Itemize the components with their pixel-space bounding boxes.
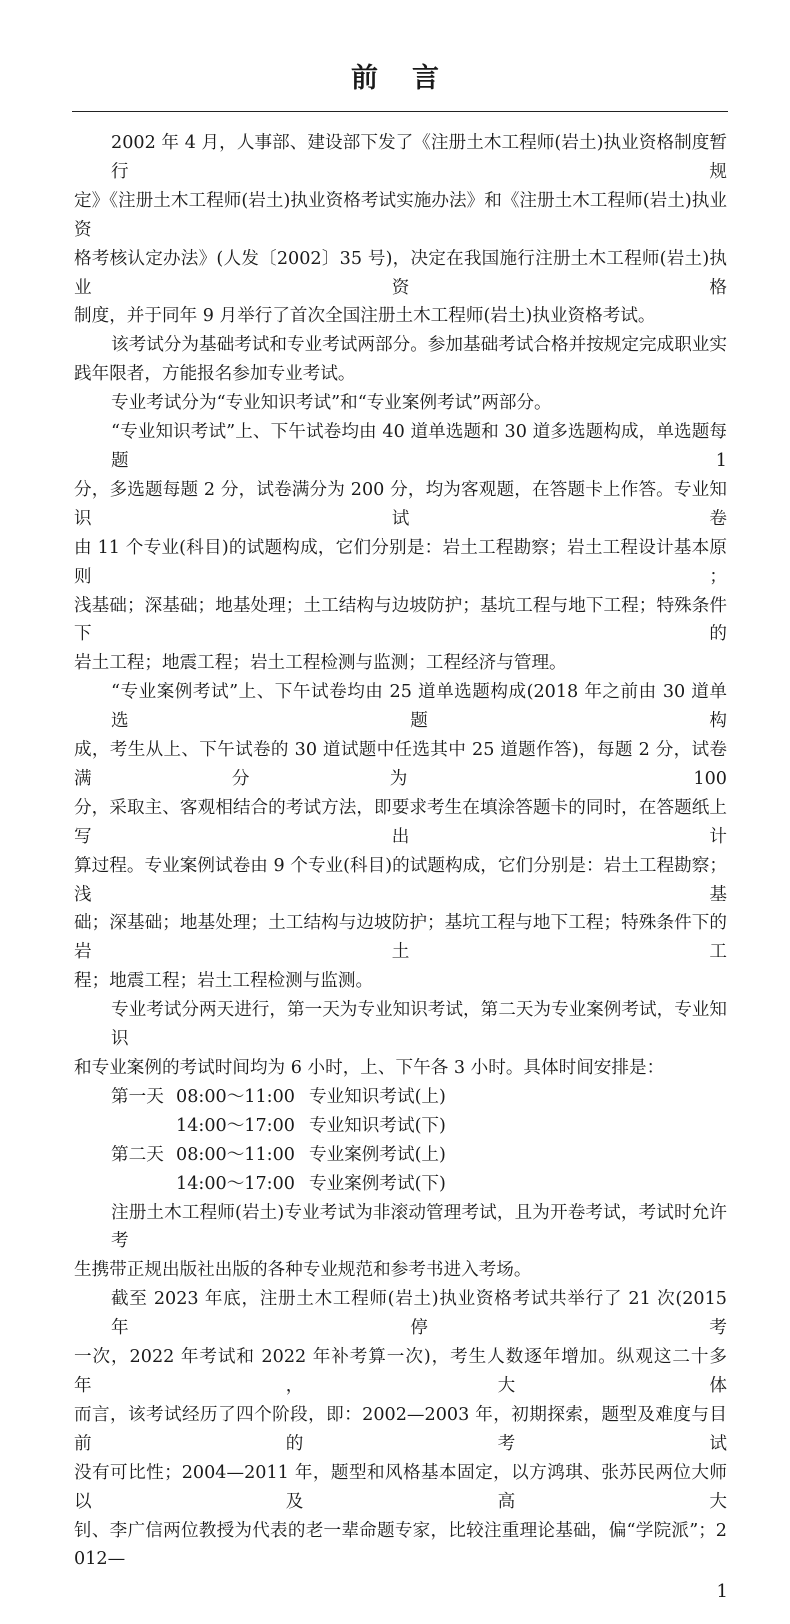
paragraph	[74, 129, 727, 331]
text-line: 础；深基础；地基处理；土工结构与边坡防护；基坑工程与地下工程；特殊条件下的岩土工	[74, 913, 727, 963]
text-line: 分，采取主、客观相结合的考试方法，即要求考生在填涂答题卡的同时，在答题纸上写出计	[74, 797, 727, 847]
schedule-row	[74, 1112, 727, 1141]
text-line: 专业考试分两天进行，第一天为专业知识考试，第二天为专业案例考试，专业知识	[111, 1000, 727, 1050]
text-line: 专业考试分为“专业知识考试”和“专业案例考试”两部分。	[111, 393, 552, 414]
text-line: 截至 2023 年底，注册土木工程师(岩土)执业资格考试共举行了 21 次(2015 年停考	[111, 1289, 727, 1339]
exam-schedule	[74, 1083, 727, 1199]
schedule-subject: 专业案例考试(下)	[309, 1173, 446, 1194]
schedule-subject: 专业知识考试(上)	[309, 1086, 446, 1107]
schedule-subject: 专业案例考试(上)	[309, 1144, 446, 1165]
text-line: 制度，并于同年 9 月举行了首次全国注册土木工程师(岩土)执业资格考试。	[74, 306, 656, 327]
schedule-day: 第二天	[111, 1144, 164, 1165]
text-line: 一次，2022 年考试和 2022 年补考算一次)，考生人数逐年增加。纵观这二十多年，大体	[74, 1347, 727, 1396]
text-line: “专业案例考试”上、下午试卷均由 25 道单选题构成(2018 年之前由 30 道单选题构	[111, 682, 727, 732]
text-line: 由 11 个专业(科目)的试题构成，它们分别是：岩土工程勘察；岩土工程设计基本原则；	[74, 537, 727, 587]
text-line: 践年限者，方能报名参加专业考试。	[74, 364, 356, 385]
paragraph	[74, 331, 727, 389]
text-line: 定》《注册土木工程师(岩土)执业资格考试实施办法》和《注册土木工程师(岩土)执业资	[74, 190, 727, 240]
text-line: 岩土工程；地震工程；岩土工程检测与监测；工程经济与管理。	[74, 653, 567, 674]
page-title: 前言	[351, 63, 473, 94]
paragraph	[74, 389, 727, 418]
paragraph	[74, 996, 727, 1083]
paragraph	[74, 1285, 727, 1574]
text-line: 程；地震工程；岩土工程检测与监测。	[74, 971, 374, 992]
text-line: 钊、李广信两位教授为代表的老一辈命题专家，比较注重理论基础，偏“学院派”；2012—	[74, 1520, 727, 1570]
text-line: 没有可比性；2004—2011 年，题型和风格基本固定，以方鸿琪、张苏民两位大师以及高大	[74, 1462, 727, 1512]
paragraph	[74, 1199, 727, 1286]
text-line: 浅基础；深基础；地基处理；土工结构与边坡防护；基坑工程与地下工程；特殊条件下的	[74, 595, 727, 645]
paragraph	[74, 418, 727, 678]
document-body	[74, 0, 727, 1574]
paragraph	[74, 678, 727, 996]
text-line: 格考核认定办法》(人发〔2002〕35 号)，决定在我国施行注册土木工程师(岩土)执业资格	[74, 248, 727, 298]
schedule-time: 14:00～17:00	[176, 1173, 295, 1194]
text-line: 算过程。专业案例试卷由 9 个专业(科目)的试题构成，它们分别是：岩土工程勘察；浅基	[74, 855, 727, 905]
schedule-time: 14:00～17:00	[176, 1115, 295, 1136]
schedule-row	[74, 1083, 727, 1112]
text-line: 生携带正规出版社出版的各种专业规范和参考书进入考场。	[74, 1260, 532, 1281]
page-number: 1	[716, 1581, 728, 1603]
schedule-time: 08:00～11:00	[176, 1086, 295, 1107]
schedule-row	[74, 1170, 727, 1199]
text-line: 2002 年 4 月，人事部、建设部下发了《注册土木工程师(岩土)执业资格制度暂行规	[111, 133, 727, 182]
text-line: 成，考生从上、下午试卷的 30 道试题中任选其中 25 道题作答)，每题 2 分，试卷满分为 100	[74, 740, 727, 789]
text-line: 注册土木工程师(岩土)专业考试为非滚动管理考试，且为开卷考试，考试时允许考	[111, 1202, 727, 1252]
text-line: 和专业案例的考试时间均为 6 小时，上、下午各 3 小时。具体时间安排是：	[74, 1058, 665, 1078]
schedule-day: 第一天	[111, 1086, 164, 1107]
schedule-time: 08:00～11:00	[176, 1144, 295, 1165]
schedule-row	[74, 1141, 727, 1170]
text-line: 而言，该考试经历了四个阶段，即：2002—2003 年，初期探索，题型及难度与目前的考试	[74, 1404, 727, 1454]
text-line: 分，多选题每题 2 分，试卷满分为 200 分，均为客观题，在答题卡上作答。专业知识试卷	[74, 479, 727, 529]
schedule-subject: 专业知识考试(下)	[309, 1115, 446, 1136]
text-line: 该考试分为基础考试和专业考试两部分。参加基础考试合格并按规定完成职业实	[111, 335, 727, 356]
text-line: “专业知识考试”上、下午试卷均由 40 道单选题和 30 道多选题构成，单选题每题 1	[111, 422, 727, 471]
